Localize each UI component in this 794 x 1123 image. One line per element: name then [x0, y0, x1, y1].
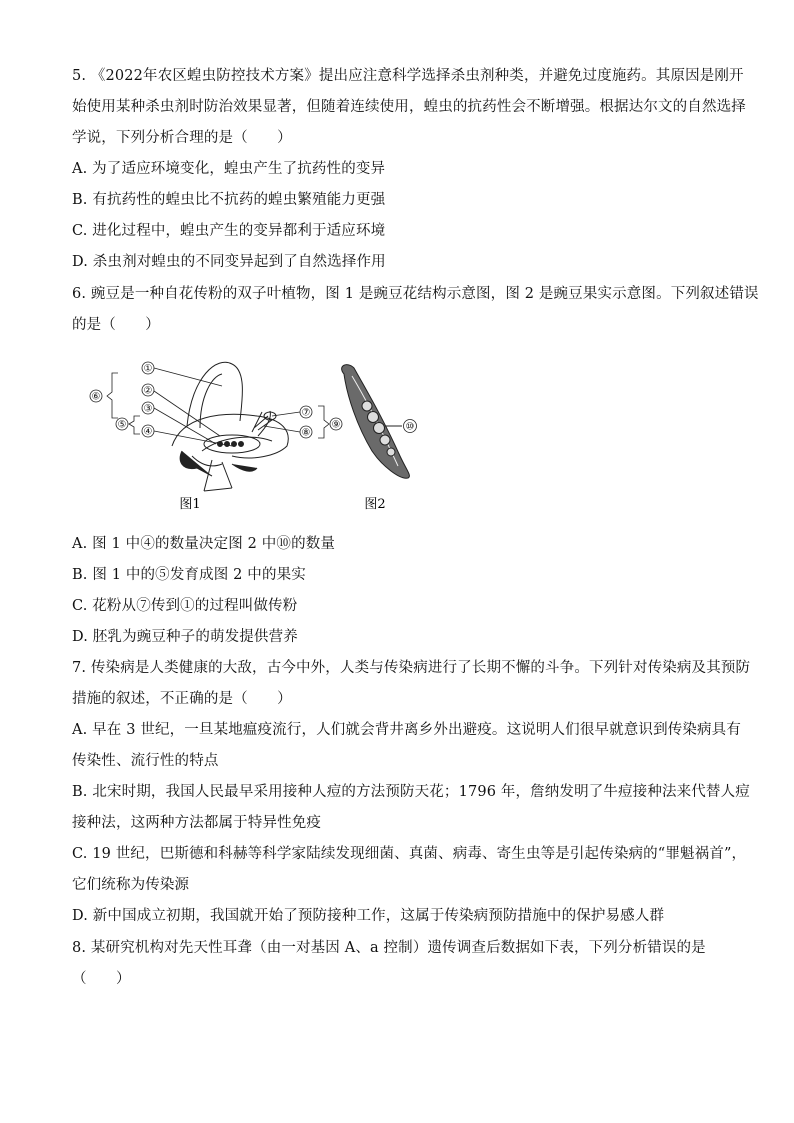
label-6: ⑥: [91, 391, 101, 403]
q5-stem-line-2: 始使用某种杀虫剂时防治效果显著，但随着连续使用，蝗虫的抗药性会不断增强。根据达尔文的自然选择: [72, 99, 746, 115]
q6-figure: [82, 356, 442, 516]
q7-option-d[interactable]: D. 新中国成立初期，我国就开始了预防接种工作，这属于传染病预防措施中的保护易感人群: [72, 908, 665, 924]
q7-stem-line-1: 7. 传染病是人类健康的大敌，古今中外，人类与传染病进行了长期不懈的斗争。下列针对传染病及其预防: [72, 660, 751, 676]
q6-option-a[interactable]: A. 图 1 中④的数量决定图 2 中⑩的数量: [72, 536, 336, 552]
q6-option-d[interactable]: D. 胚乳为豌豆种子的萌发提供营养: [72, 629, 298, 645]
q8-stem-line-2: （ ）: [72, 971, 131, 987]
q7-option-c-line-2[interactable]: 它们统称为传染源: [72, 877, 190, 893]
figure-2-caption: 图2: [364, 497, 386, 512]
q6-option-c[interactable]: C. 花粉从⑦传到①的过程叫做传粉: [72, 598, 298, 614]
label-9: ⑨: [331, 419, 341, 431]
q5-option-a[interactable]: A. 为了适应环境变化，蝗虫产生了抗药性的变异: [72, 161, 386, 177]
label-1: ①: [143, 363, 153, 375]
q8-stem-line-1: 8. 某研究机构对先天性耳聋（由一对基因 A、a 控制）遗传调查后数据如下表，下列分析错误的是: [72, 940, 706, 956]
pea-flower-and-pod-diagram: [82, 356, 442, 516]
pea-flower-drawing: [172, 362, 288, 491]
q7-option-a-line-1[interactable]: A. 早在 3 世纪，一旦某地瘟疫流行，人们就会背井离乡外出避疫。这说明人们很早就意识到传染病具有: [72, 722, 741, 738]
q6-stem-line-1: 6. 豌豆是一种自花传粉的双子叶植物，图 1 是豌豆花结构示意图，图 2 是豌豆果实示意图。下列叙述错误: [72, 286, 759, 302]
label-7: ⑦: [301, 407, 311, 419]
q5-option-d[interactable]: D. 杀虫剂对蝗虫的不同变异起到了自然选择作用: [72, 254, 386, 270]
q7-option-a-line-2[interactable]: 传染性、流行性的特点: [72, 753, 219, 769]
q7-stem-line-2: 措施的叙述，不正确的是（ ）: [72, 691, 292, 707]
pea-pod-drawing: [342, 365, 410, 479]
q5-option-c[interactable]: C. 进化过程中，蝗虫产生的变异都利于适应环境: [72, 223, 386, 239]
q6-stem-line-2: 的是（ ）: [72, 317, 160, 333]
q5-stem-line-3: 学说，下列分析合理的是（ ）: [72, 130, 292, 146]
label-5: ⑤: [117, 419, 127, 431]
label-2: ②: [143, 385, 153, 397]
figure-1-caption: 图1: [179, 497, 201, 512]
q7-option-b-line-1[interactable]: B. 北宋时期，我国人民最早采用接种人痘的方法预防天花；1796 年，詹纳发明了牛痘接种法来代替人痘: [72, 784, 750, 800]
q7-option-b-line-2[interactable]: 接种法，这两种方法都属于特异性免疫: [72, 815, 322, 831]
label-10: ⑩: [405, 421, 415, 433]
q6-option-b[interactable]: B. 图 1 中的⑤发育成图 2 中的果实: [72, 567, 306, 583]
q5-option-b[interactable]: B. 有抗药性的蝗虫比不抗药的蝗虫繁殖能力更强: [72, 192, 386, 208]
label-4: ④: [143, 426, 153, 438]
label-3: ③: [143, 403, 153, 415]
q5-stem-line-1: 5. 《2022年农区蝗虫防控技术方案》提出应注意科学选择杀虫剂种类，并避免过度施药。其原因是刚开: [72, 68, 744, 84]
q7-option-c-line-1[interactable]: C. 19 世纪，巴斯德和科赫等科学家陆续发现细菌、真菌、病毒、寄生虫等是引起传染病的“罪魁祸首”，: [72, 846, 747, 862]
label-8: ⑧: [301, 427, 311, 439]
